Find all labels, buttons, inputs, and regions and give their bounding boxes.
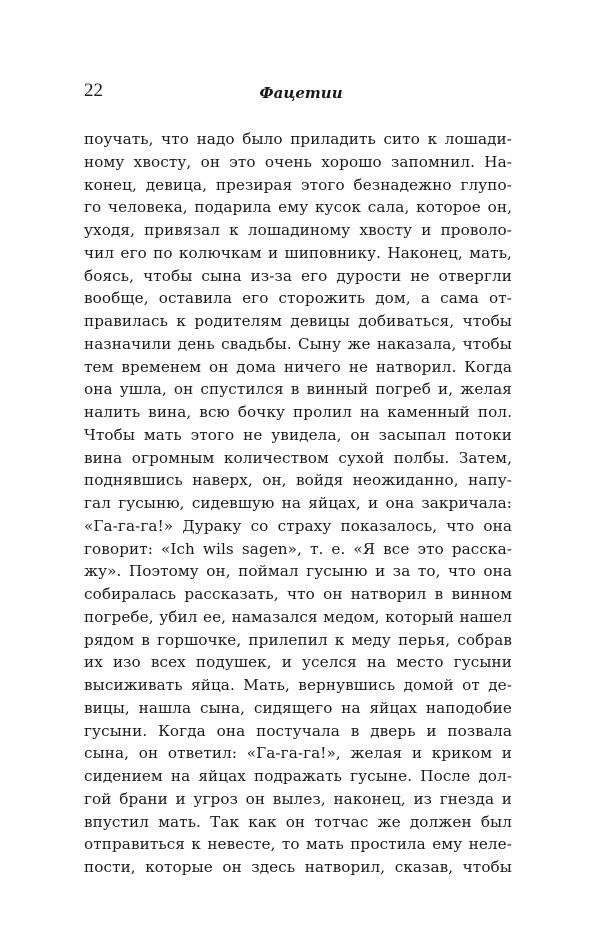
- text-line: гусыни. Когда она постучала в дверь и позвала: [84, 721, 512, 740]
- text-line: правилась к родителям девицы добиваться, чтобы: [84, 312, 512, 330]
- text-line: поучать, что надо было приладить сито к лошади-: [84, 130, 512, 148]
- text-line: сидением на яйцах подражать гусыне. После дол-: [84, 767, 512, 785]
- text-line: впустил мать. Так как он тотчас же должен был: [84, 812, 512, 831]
- text-line: сына, он ответил: «Га-га-га!», желая и криком и: [84, 744, 512, 763]
- text-line: «Га-га-га!» Дураку со страху показалось, что она: [84, 516, 512, 535]
- text-line: говорит: «Ich wils sagen», т. е. «Я все это расска-: [84, 539, 512, 558]
- text-line: гал гусыню, сидевшую на яйцах, и она закричала:: [84, 494, 512, 512]
- text-line: вообще, оставила его сторожить дом, а сама от-: [84, 289, 512, 308]
- text-line: вицы, нашла сына, сидящего на яйцах наподобие: [84, 698, 512, 717]
- text-line: Чтобы мать этого не увидела, он засыпал потоки: [84, 425, 512, 444]
- text-line: назначили день свадьбы. Сыну же наказала, чтобы: [84, 334, 512, 353]
- text-line: налить вина, всю бочку пролил на каменный пол.: [84, 403, 512, 421]
- text-line: уходя, привязал к лошадиному хвосту и проволо-: [84, 221, 512, 239]
- text-line: отправиться к невесте, то мать простила ему неле-: [84, 835, 512, 854]
- text-line: погребе, убил ее, намазался медом, который нашел: [84, 607, 512, 626]
- text-line: ному хвосту, он это очень хорошо запомнил. На-: [84, 152, 512, 171]
- text-line: высиживать яйца. Мать, вернувшись домой от де-: [84, 676, 512, 694]
- text-line: вина огромным количеством сухой полбы. Затем,: [84, 448, 512, 467]
- text-line: чил его по колючкам и шиповнику. Наконец, мать,: [84, 243, 512, 262]
- text-line: поднявшись наверх, он, войдя неожиданно, напу-: [84, 471, 512, 490]
- text-line: пости, которые он здесь натворил, сказав, чтобы: [84, 858, 512, 876]
- text-line: гой брани и угроз он вылез, наконец, из гнезда и: [84, 789, 512, 808]
- text-line: боясь, чтобы сына из-за его дурости не отвергли: [84, 266, 512, 285]
- running-title: Фацетии: [259, 84, 343, 102]
- page-number: 22: [84, 80, 103, 101]
- running-head: [84, 80, 512, 104]
- text-line: рядом в горшочке, прилепил к меду перья, собрав: [84, 630, 512, 649]
- text-line: конец, девица, презирая этого безнадежно глупо-: [84, 175, 512, 194]
- text-line: собиралась рассказать, что он натворил в винном: [84, 585, 512, 603]
- text-line: их изо всех подушек, и уселся на место гусыни: [84, 653, 512, 672]
- text-line: жу». Поэтому он, поймал гусыню и за то, что она: [84, 562, 512, 581]
- text-line: тем временем он дома ничего не натворил. Когда: [84, 357, 512, 376]
- text-line: го человека, подарила ему кусок сала, которое он,: [84, 198, 512, 217]
- body-text: [84, 128, 512, 879]
- text-line: она ушла, он спустился в винный погреб и, желая: [84, 380, 512, 399]
